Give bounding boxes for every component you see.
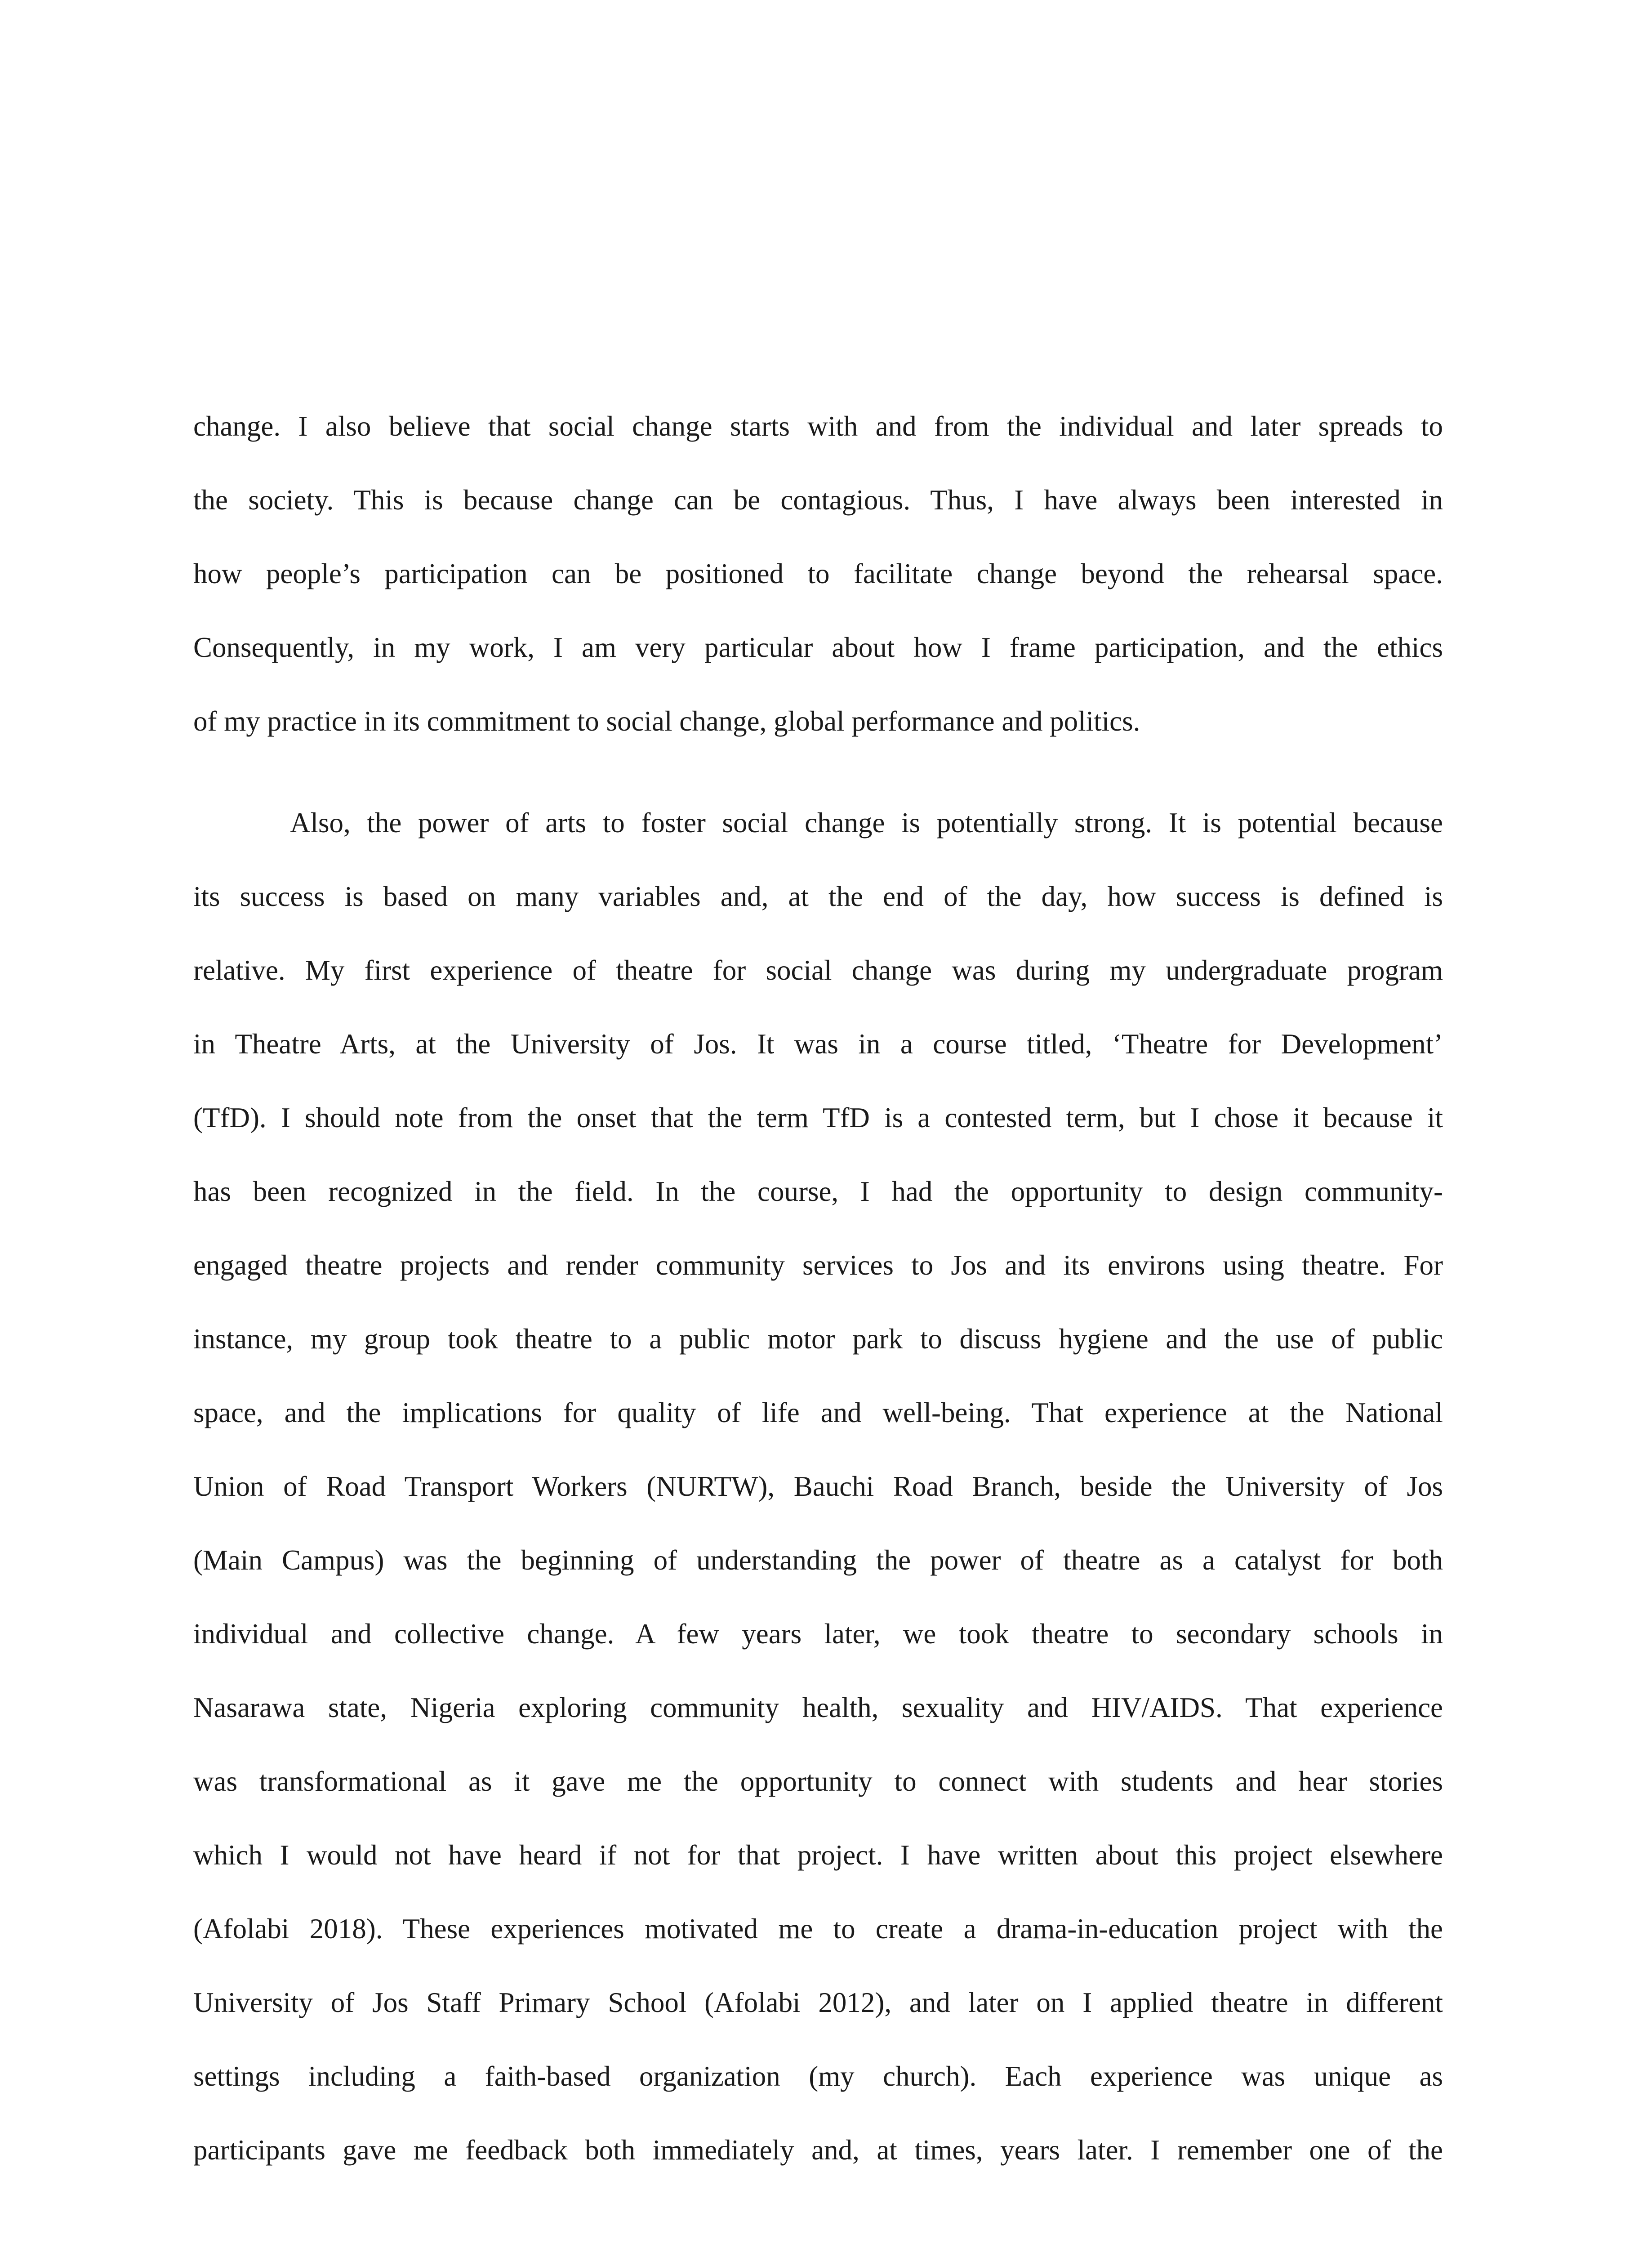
paragraph-1: [193, 389, 1443, 758]
text-line: relative. My first experience of theatre for social change was during my undergraduate program: [193, 955, 1443, 986]
text-line: of my practice in its commitment to social change, global performance and politics.: [193, 705, 1140, 737]
text-line: University of Jos Staff Primary School (Afolabi 2012), and later on I applied theatre in different: [193, 1987, 1443, 2018]
text-line: instance, my group took theatre to a public motor park to discuss hygiene and the use of public: [193, 1323, 1443, 1355]
text-line: has been recognized in the field. In the course, I had the opportunity to design community-: [193, 1176, 1443, 1207]
text-line: Nasarawa state, Nigeria exploring community health, sexuality and HIV/AIDS. That experience: [193, 1692, 1443, 1723]
text-line: settings including a faith-based organization (my church). Each experience was unique as: [193, 2061, 1443, 2092]
text-line: (TfD). I should note from the onset that the term TfD is a contested term, but I chose it because it: [193, 1102, 1443, 1133]
text-line: participants gave me feedback both immediately and, at times, years later. I remember one of the: [193, 2134, 1443, 2166]
text-line: which I would not have heard if not for that project. I have written about this project elsewhere: [193, 1839, 1443, 1871]
text-line: how people’s participation can be positioned to facilitate change beyond the rehearsal space.: [193, 558, 1443, 589]
text-line: was transformational as it gave me the opportunity to connect with students and hear stories: [193, 1766, 1443, 1797]
text-line: change. I also believe that social change starts with and from the individual and later spreads to: [193, 410, 1443, 442]
text-line: engaged theatre projects and render community services to Jos and its environs using theatre. For: [193, 1249, 1443, 1281]
text-line: space, and the implications for quality of life and well-being. That experience at the National: [193, 1397, 1443, 1428]
text-line: Also, the power of arts to foster social change is potentially strong. It is potential because: [290, 807, 1443, 839]
text-line: Union of Road Transport Workers (NURTW), Bauchi Road Branch, beside the University of Jos: [193, 1471, 1443, 1502]
text-line: individual and collective change. A few years later, we took theatre to secondary schools in: [193, 1618, 1443, 1650]
text-line: in Theatre Arts, at the University of Jos. It was in a course titled, ‘Theatre for Development’: [193, 1028, 1443, 1060]
text-line: (Main Campus) was the beginning of understanding the power of theatre as a catalyst for both: [193, 1544, 1443, 1576]
text-line: (Afolabi 2018). These experiences motivated me to create a drama-in-education project with the: [193, 1913, 1443, 1945]
text-line: the society. This is because change can be contagious. Thus, I have always been interested in: [193, 484, 1443, 516]
text-line: Consequently, in my work, I am very particular about how I frame participation, and the ethics: [193, 632, 1443, 663]
paragraph-2: [193, 786, 1443, 2187]
text-line: its success is based on many variables and, at the end of the day, how success is defined is: [193, 881, 1443, 912]
